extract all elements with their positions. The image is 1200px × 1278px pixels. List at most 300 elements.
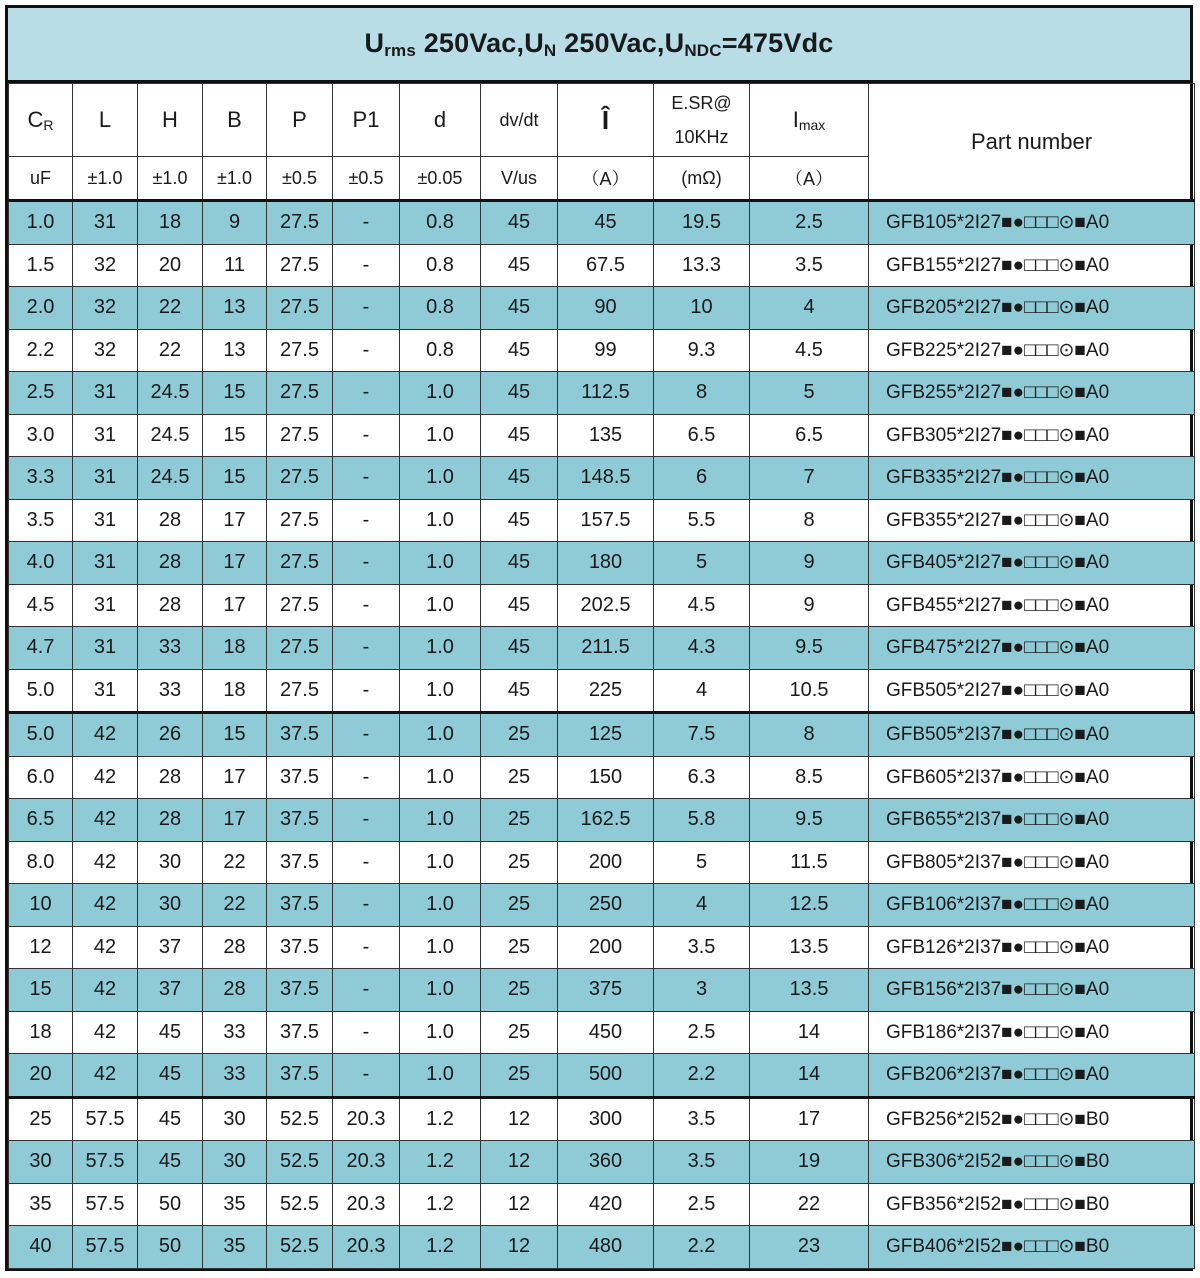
cell-h: 30 bbox=[138, 841, 203, 884]
cell-p: 52.5 bbox=[267, 1226, 333, 1269]
cell-l: 32 bbox=[73, 244, 138, 287]
cell-esr: 13.3 bbox=[654, 244, 750, 287]
cell-d: 1.0 bbox=[400, 499, 481, 542]
cell-p: 52.5 bbox=[267, 1183, 333, 1226]
cell-d: 1.0 bbox=[400, 627, 481, 670]
cell-esr: 6 bbox=[654, 457, 750, 500]
cell-pn: GFB605*2I37■●□□□⊙■A0 bbox=[869, 756, 1195, 799]
cell-d: 1.0 bbox=[400, 969, 481, 1012]
cell-dvdt: 12 bbox=[481, 1097, 558, 1141]
cell-pn: GFB305*2I27■●□□□⊙■A0 bbox=[869, 414, 1195, 457]
cell-p1: - bbox=[333, 884, 400, 927]
cell-pn: GFB406*2I52■●□□□⊙■B0 bbox=[869, 1226, 1195, 1269]
cell-d: 1.0 bbox=[400, 669, 481, 713]
cell-h: 18 bbox=[138, 201, 203, 245]
cell-ihat: 420 bbox=[558, 1183, 654, 1226]
cell-h: 50 bbox=[138, 1183, 203, 1226]
cell-imax: 19 bbox=[750, 1141, 869, 1184]
cell-p1: - bbox=[333, 329, 400, 372]
cell-dvdt: 25 bbox=[481, 799, 558, 842]
cell-cr: 18 bbox=[9, 1011, 73, 1054]
cell-cr: 2.0 bbox=[9, 287, 73, 330]
cell-imax: 5 bbox=[750, 372, 869, 415]
cell-l: 31 bbox=[73, 584, 138, 627]
cell-p: 27.5 bbox=[267, 244, 333, 287]
cell-b: 15 bbox=[203, 414, 267, 457]
cell-b: 9 bbox=[203, 201, 267, 245]
table-row bbox=[9, 756, 1195, 799]
cell-p: 37.5 bbox=[267, 1011, 333, 1054]
cell-esr: 3.5 bbox=[654, 1141, 750, 1184]
cell-p1: - bbox=[333, 1011, 400, 1054]
cell-ihat: 225 bbox=[558, 669, 654, 713]
cell-dvdt: 25 bbox=[481, 841, 558, 884]
cell-d: 1.0 bbox=[400, 926, 481, 969]
cell-l: 57.5 bbox=[73, 1226, 138, 1269]
cell-b: 33 bbox=[203, 1054, 267, 1098]
cell-l: 57.5 bbox=[73, 1097, 138, 1141]
title-urms: $U_{rms}$ 250Vac, bbox=[364, 27, 525, 60]
cell-pn: GFB306*2I52■●□□□⊙■B0 bbox=[869, 1141, 1195, 1184]
cell-b: 18 bbox=[203, 669, 267, 713]
cell-pn: GFB505*2I27■●□□□⊙■A0 bbox=[869, 669, 1195, 713]
cell-p: 52.5 bbox=[267, 1097, 333, 1141]
cell-d: 1.0 bbox=[400, 884, 481, 927]
cell-h: 33 bbox=[138, 627, 203, 670]
cell-pn: GFB355*2I27■●□□□⊙■A0 bbox=[869, 499, 1195, 542]
col-header-b: B bbox=[203, 84, 267, 157]
cell-cr: 30 bbox=[9, 1141, 73, 1184]
cell-d: 0.8 bbox=[400, 201, 481, 245]
cell-d: 1.0 bbox=[400, 799, 481, 842]
cell-ihat: 300 bbox=[558, 1097, 654, 1141]
cell-dvdt: 45 bbox=[481, 244, 558, 287]
cell-l: 57.5 bbox=[73, 1141, 138, 1184]
col-header-esr: E.SR@ 10KHz bbox=[654, 84, 750, 157]
cell-b: 13 bbox=[203, 287, 267, 330]
cell-p1: - bbox=[333, 372, 400, 415]
cell-d: 1.2 bbox=[400, 1226, 481, 1269]
table-row bbox=[9, 841, 1195, 884]
table-row bbox=[9, 1141, 1195, 1184]
cell-l: 57.5 bbox=[73, 1183, 138, 1226]
cell-ihat: 360 bbox=[558, 1141, 654, 1184]
cell-pn: GFB655*2I37■●□□□⊙■A0 bbox=[869, 799, 1195, 842]
cell-esr: 6.5 bbox=[654, 414, 750, 457]
cell-ihat: 180 bbox=[558, 542, 654, 585]
cell-p: 27.5 bbox=[267, 329, 333, 372]
cell-l: 32 bbox=[73, 329, 138, 372]
cell-esr: 3.5 bbox=[654, 1097, 750, 1141]
cell-imax: 14 bbox=[750, 1054, 869, 1098]
cell-dvdt: 12 bbox=[481, 1141, 558, 1184]
cell-ihat: 67.5 bbox=[558, 244, 654, 287]
cell-ihat: 162.5 bbox=[558, 799, 654, 842]
cell-d: 1.0 bbox=[400, 414, 481, 457]
cell-d: 1.0 bbox=[400, 1011, 481, 1054]
cell-imax: 10.5 bbox=[750, 669, 869, 713]
cell-l: 31 bbox=[73, 627, 138, 670]
cell-ihat: 375 bbox=[558, 969, 654, 1012]
cell-b: 17 bbox=[203, 499, 267, 542]
cell-imax: 22 bbox=[750, 1183, 869, 1226]
cell-dvdt: 45 bbox=[481, 499, 558, 542]
table-row bbox=[9, 969, 1195, 1012]
cell-b: 28 bbox=[203, 926, 267, 969]
cell-pn: GFB105*2I27■●□□□⊙■A0 bbox=[869, 201, 1195, 245]
cell-b: 13 bbox=[203, 329, 267, 372]
cell-ihat: 148.5 bbox=[558, 457, 654, 500]
cell-p: 52.5 bbox=[267, 1141, 333, 1184]
cell-ihat: 500 bbox=[558, 1054, 654, 1098]
cell-imax: 13.5 bbox=[750, 926, 869, 969]
unit-p: ±0.5 bbox=[267, 157, 333, 201]
cell-cr: 5.0 bbox=[9, 713, 73, 757]
col-header-l: L bbox=[73, 84, 138, 157]
cell-b: 17 bbox=[203, 799, 267, 842]
cell-p: 27.5 bbox=[267, 372, 333, 415]
cell-p1: - bbox=[333, 244, 400, 287]
cell-cr: 5.0 bbox=[9, 669, 73, 713]
cell-d: 1.0 bbox=[400, 372, 481, 415]
cell-dvdt: 45 bbox=[481, 329, 558, 372]
cell-esr: 3.5 bbox=[654, 926, 750, 969]
cell-h: 20 bbox=[138, 244, 203, 287]
cell-cr: 3.0 bbox=[9, 414, 73, 457]
cell-d: 0.8 bbox=[400, 329, 481, 372]
cell-l: 42 bbox=[73, 799, 138, 842]
cell-ihat: 45 bbox=[558, 201, 654, 245]
cell-pn: GFB205*2I27■●□□□⊙■A0 bbox=[869, 287, 1195, 330]
cell-esr: 4.3 bbox=[654, 627, 750, 670]
cell-h: 24.5 bbox=[138, 372, 203, 415]
cell-h: 28 bbox=[138, 499, 203, 542]
cell-pn: GFB505*2I37■●□□□⊙■A0 bbox=[869, 713, 1195, 757]
cell-ihat: 112.5 bbox=[558, 372, 654, 415]
cell-imax: 8 bbox=[750, 713, 869, 757]
cell-dvdt: 12 bbox=[481, 1183, 558, 1226]
table-row bbox=[9, 499, 1195, 542]
table-row bbox=[9, 1183, 1195, 1226]
cell-p: 37.5 bbox=[267, 713, 333, 757]
cell-imax: 8.5 bbox=[750, 756, 869, 799]
cell-p: 37.5 bbox=[267, 969, 333, 1012]
cell-pn: GFB106*2I37■●□□□⊙■A0 bbox=[869, 884, 1195, 927]
cell-dvdt: 25 bbox=[481, 926, 558, 969]
cell-b: 15 bbox=[203, 713, 267, 757]
cell-cr: 3.5 bbox=[9, 499, 73, 542]
cell-ihat: 250 bbox=[558, 884, 654, 927]
cell-p: 27.5 bbox=[267, 201, 333, 245]
cell-p1: - bbox=[333, 414, 400, 457]
cell-b: 17 bbox=[203, 584, 267, 627]
cell-cr: 20 bbox=[9, 1054, 73, 1098]
table-row bbox=[9, 799, 1195, 842]
cell-p: 27.5 bbox=[267, 457, 333, 500]
cell-dvdt: 25 bbox=[481, 884, 558, 927]
cell-p: 27.5 bbox=[267, 669, 333, 713]
cell-dvdt: 45 bbox=[481, 287, 558, 330]
cell-p1: - bbox=[333, 756, 400, 799]
cell-imax: 13.5 bbox=[750, 969, 869, 1012]
cell-esr: 19.5 bbox=[654, 201, 750, 245]
cell-p1: - bbox=[333, 713, 400, 757]
cell-l: 31 bbox=[73, 372, 138, 415]
cell-p1: - bbox=[333, 799, 400, 842]
cell-h: 45 bbox=[138, 1011, 203, 1054]
cell-h: 24.5 bbox=[138, 414, 203, 457]
table-row bbox=[9, 627, 1195, 670]
cell-cr: 35 bbox=[9, 1183, 73, 1226]
col-header-imax: $I_{max}$ bbox=[750, 84, 869, 157]
cell-pn: GFB155*2I27■●□□□⊙■A0 bbox=[869, 244, 1195, 287]
cell-h: 45 bbox=[138, 1141, 203, 1184]
cell-d: 1.0 bbox=[400, 1054, 481, 1098]
cell-pn: GFB126*2I37■●□□□⊙■A0 bbox=[869, 926, 1195, 969]
cell-dvdt: 25 bbox=[481, 1054, 558, 1098]
cell-b: 33 bbox=[203, 1011, 267, 1054]
cell-b: 17 bbox=[203, 542, 267, 585]
cell-dvdt: 45 bbox=[481, 669, 558, 713]
cell-l: 42 bbox=[73, 756, 138, 799]
cell-b: 11 bbox=[203, 244, 267, 287]
cell-l: 42 bbox=[73, 884, 138, 927]
cell-ihat: 135 bbox=[558, 414, 654, 457]
unit-ihat: （A） bbox=[558, 157, 654, 201]
cell-d: 0.8 bbox=[400, 244, 481, 287]
cell-cr: 3.3 bbox=[9, 457, 73, 500]
cell-h: 37 bbox=[138, 969, 203, 1012]
cell-h: 33 bbox=[138, 669, 203, 713]
cell-l: 31 bbox=[73, 414, 138, 457]
cell-cr: 15 bbox=[9, 969, 73, 1012]
cell-pn: GFB405*2I27■●□□□⊙■A0 bbox=[869, 542, 1195, 585]
cell-dvdt: 45 bbox=[481, 627, 558, 670]
cell-esr: 5 bbox=[654, 542, 750, 585]
cell-pn: GFB256*2I52■●□□□⊙■B0 bbox=[869, 1097, 1195, 1141]
table-row bbox=[9, 414, 1195, 457]
cell-dvdt: 45 bbox=[481, 584, 558, 627]
table-row bbox=[9, 1011, 1195, 1054]
cell-imax: 14 bbox=[750, 1011, 869, 1054]
cell-h: 30 bbox=[138, 884, 203, 927]
cell-ihat: 157.5 bbox=[558, 499, 654, 542]
cell-p1: - bbox=[333, 926, 400, 969]
cell-dvdt: 25 bbox=[481, 756, 558, 799]
cell-imax: 8 bbox=[750, 499, 869, 542]
cell-ihat: 480 bbox=[558, 1226, 654, 1269]
unit-l: ±1.0 bbox=[73, 157, 138, 201]
unit-d: ±0.05 bbox=[400, 157, 481, 201]
cell-p1: - bbox=[333, 584, 400, 627]
cell-esr: 2.5 bbox=[654, 1183, 750, 1226]
cell-p: 27.5 bbox=[267, 287, 333, 330]
cell-b: 22 bbox=[203, 841, 267, 884]
cell-imax: 6.5 bbox=[750, 414, 869, 457]
cell-pn: GFB356*2I52■●□□□⊙■B0 bbox=[869, 1183, 1195, 1226]
unit-dvdt: V/us bbox=[481, 157, 558, 201]
cell-p1: - bbox=[333, 287, 400, 330]
cell-b: 30 bbox=[203, 1097, 267, 1141]
cell-cr: 25 bbox=[9, 1097, 73, 1141]
cell-dvdt: 12 bbox=[481, 1226, 558, 1269]
unit-cr: uF bbox=[9, 157, 73, 201]
table-row bbox=[9, 713, 1195, 757]
cell-esr: 7.5 bbox=[654, 713, 750, 757]
cell-dvdt: 45 bbox=[481, 457, 558, 500]
cell-esr: 5 bbox=[654, 841, 750, 884]
cell-imax: 9 bbox=[750, 584, 869, 627]
cell-pn: GFB225*2I27■●□□□⊙■A0 bbox=[869, 329, 1195, 372]
unit-esr: (mΩ) bbox=[654, 157, 750, 201]
cell-ihat: 125 bbox=[558, 713, 654, 757]
table-row bbox=[9, 1226, 1195, 1269]
cell-p1: - bbox=[333, 201, 400, 245]
table-row bbox=[9, 457, 1195, 500]
title-un: $U_N$ 250Vac, bbox=[524, 27, 665, 60]
cell-p1: 20.3 bbox=[333, 1141, 400, 1184]
cell-esr: 2.2 bbox=[654, 1054, 750, 1098]
cell-imax: 11.5 bbox=[750, 841, 869, 884]
cell-pn: GFB156*2I37■●□□□⊙■A0 bbox=[869, 969, 1195, 1012]
col-header-part-number: Part number bbox=[869, 84, 1195, 201]
unit-b: ±1.0 bbox=[203, 157, 267, 201]
cell-p: 37.5 bbox=[267, 841, 333, 884]
cell-imax: 2.5 bbox=[750, 201, 869, 245]
cell-esr: 3 bbox=[654, 969, 750, 1012]
cell-p1: - bbox=[333, 542, 400, 585]
cell-h: 37 bbox=[138, 926, 203, 969]
cell-h: 28 bbox=[138, 756, 203, 799]
cell-ihat: 200 bbox=[558, 841, 654, 884]
cell-dvdt: 25 bbox=[481, 713, 558, 757]
cell-imax: 12.5 bbox=[750, 884, 869, 927]
cell-esr: 10 bbox=[654, 287, 750, 330]
cell-esr: 2.2 bbox=[654, 1226, 750, 1269]
cell-pn: GFB805*2I37■●□□□⊙■A0 bbox=[869, 841, 1195, 884]
table-title bbox=[8, 8, 1190, 83]
cell-cr: 6.0 bbox=[9, 756, 73, 799]
cell-cr: 6.5 bbox=[9, 799, 73, 842]
cell-p: 37.5 bbox=[267, 799, 333, 842]
table-row bbox=[9, 372, 1195, 415]
cell-cr: 1.0 bbox=[9, 201, 73, 245]
cell-esr: 8 bbox=[654, 372, 750, 415]
cell-l: 42 bbox=[73, 713, 138, 757]
cell-h: 45 bbox=[138, 1097, 203, 1141]
table-row bbox=[9, 1054, 1195, 1098]
cell-b: 17 bbox=[203, 756, 267, 799]
table-row bbox=[9, 584, 1195, 627]
cell-h: 45 bbox=[138, 1054, 203, 1098]
cell-h: 50 bbox=[138, 1226, 203, 1269]
cell-l: 42 bbox=[73, 969, 138, 1012]
cell-p1: - bbox=[333, 457, 400, 500]
cell-cr: 2.2 bbox=[9, 329, 73, 372]
cell-b: 22 bbox=[203, 884, 267, 927]
cell-ihat: 211.5 bbox=[558, 627, 654, 670]
cell-p: 37.5 bbox=[267, 926, 333, 969]
cell-l: 32 bbox=[73, 287, 138, 330]
cell-ihat: 450 bbox=[558, 1011, 654, 1054]
table-row bbox=[9, 244, 1195, 287]
table-row bbox=[9, 201, 1195, 245]
cell-p: 27.5 bbox=[267, 414, 333, 457]
cell-dvdt: 45 bbox=[481, 201, 558, 245]
cell-cr: 10 bbox=[9, 884, 73, 927]
cell-ihat: 99 bbox=[558, 329, 654, 372]
cell-pn: GFB206*2I37■●□□□⊙■A0 bbox=[869, 1054, 1195, 1098]
cell-imax: 4 bbox=[750, 287, 869, 330]
cell-p1: - bbox=[333, 499, 400, 542]
cell-h: 22 bbox=[138, 287, 203, 330]
cell-d: 1.0 bbox=[400, 457, 481, 500]
cell-dvdt: 45 bbox=[481, 372, 558, 415]
cell-l: 42 bbox=[73, 1011, 138, 1054]
cell-b: 15 bbox=[203, 372, 267, 415]
cell-b: 28 bbox=[203, 969, 267, 1012]
cell-pn: GFB335*2I27■●□□□⊙■A0 bbox=[869, 457, 1195, 500]
cell-d: 1.0 bbox=[400, 756, 481, 799]
cell-cr: 12 bbox=[9, 926, 73, 969]
cell-p1: - bbox=[333, 969, 400, 1012]
table-row bbox=[9, 669, 1195, 713]
unit-h: ±1.0 bbox=[138, 157, 203, 201]
cell-pn: GFB255*2I27■●□□□⊙■A0 bbox=[869, 372, 1195, 415]
cell-esr: 5.5 bbox=[654, 499, 750, 542]
cell-l: 31 bbox=[73, 669, 138, 713]
cell-d: 1.2 bbox=[400, 1183, 481, 1226]
table-row bbox=[9, 287, 1195, 330]
cell-h: 26 bbox=[138, 713, 203, 757]
cell-p1: 20.3 bbox=[333, 1097, 400, 1141]
cell-h: 22 bbox=[138, 329, 203, 372]
cell-h: 28 bbox=[138, 799, 203, 842]
cell-cr: 8.0 bbox=[9, 841, 73, 884]
cell-p1: - bbox=[333, 1054, 400, 1098]
table-row bbox=[9, 329, 1195, 372]
cell-imax: 7 bbox=[750, 457, 869, 500]
col-header-p: P bbox=[267, 84, 333, 157]
title-undc: $U_{NDC}=475Vdc$ bbox=[664, 27, 834, 60]
cell-b: 18 bbox=[203, 627, 267, 670]
cell-cr: 4.0 bbox=[9, 542, 73, 585]
cell-ihat: 90 bbox=[558, 287, 654, 330]
cell-imax: 9.5 bbox=[750, 627, 869, 670]
cell-imax: 3.5 bbox=[750, 244, 869, 287]
cell-ihat: 202.5 bbox=[558, 584, 654, 627]
cell-d: 1.2 bbox=[400, 1097, 481, 1141]
cell-p: 37.5 bbox=[267, 756, 333, 799]
cell-h: 28 bbox=[138, 542, 203, 585]
cell-p1: 20.3 bbox=[333, 1226, 400, 1269]
cell-dvdt: 45 bbox=[481, 542, 558, 585]
col-header-dvdt: dv/dt bbox=[481, 84, 558, 157]
cell-cr: 40 bbox=[9, 1226, 73, 1269]
unit-p1: ±0.5 bbox=[333, 157, 400, 201]
cell-esr: 4.5 bbox=[654, 584, 750, 627]
cell-p: 27.5 bbox=[267, 499, 333, 542]
col-header-ihat: Î bbox=[558, 84, 654, 157]
cell-p: 27.5 bbox=[267, 584, 333, 627]
cell-p: 27.5 bbox=[267, 627, 333, 670]
cell-esr: 5.8 bbox=[654, 799, 750, 842]
cell-pn: GFB186*2I37■●□□□⊙■A0 bbox=[869, 1011, 1195, 1054]
cell-pn: GFB475*2I27■●□□□⊙■A0 bbox=[869, 627, 1195, 670]
cell-b: 35 bbox=[203, 1226, 267, 1269]
cell-imax: 9 bbox=[750, 542, 869, 585]
cell-l: 31 bbox=[73, 201, 138, 245]
